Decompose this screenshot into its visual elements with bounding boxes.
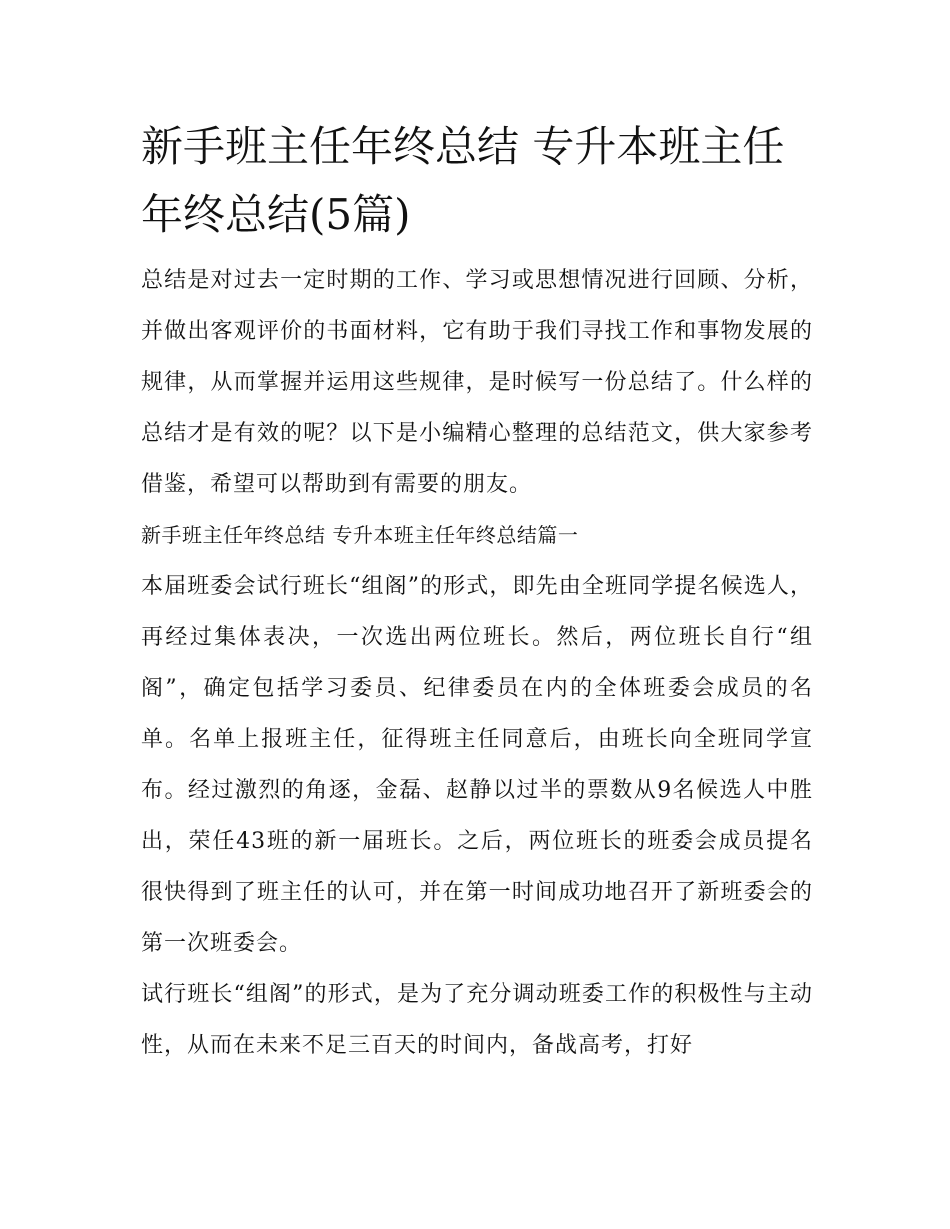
intro-paragraph: 总结是对过去一定时期的工作、学习或思想情况进行回顾、分析，并做出客观评价的书面材料，它有助于我们寻找工作和事物发展的规律，从而掌握并运用这些规律，是时候写一份总结了。什么样的总结才是有效的呢？以下是小编精心整理的总结范文，供大家参考借鉴，希望可以帮助到有需要的朋友。	[141, 268, 813, 497]
document-title: 新手班主任年终总结 专升本班主任年终总结(5篇)	[141, 122, 785, 239]
body-paragraph-2: 试行班长“组阁”的形式，是为了充分调动班委工作的积极性与主动性，从而在未来不足三百天的时间内，备战高考，打好	[141, 982, 813, 1058]
section-heading: 新手班主任年终总结 专升本班主任年终总结篇一	[141, 523, 579, 547]
body-paragraph-1: 本届班委会试行班长“组阁”的形式，即先由全班同学提名候选人，再经过集体表决，一次选出两位班长。然后，两位班长自行“组阁”，确定包括学习委员、纪律委员在内的全体班委会成员的名单。名单上报班主任，征得班主任同意后，由班长向全班同学宣布。经过激烈的角逐，金磊、赵静以过半的票数从9名候选人中胜出，荣任43班的新一届班长。之后，两位班长的班委会成员提名很快得到了班主任的认可，并在第一时间成功地召开了新班委会的第一次班委会。	[141, 574, 813, 956]
document-content	[141, 113, 813, 1071]
